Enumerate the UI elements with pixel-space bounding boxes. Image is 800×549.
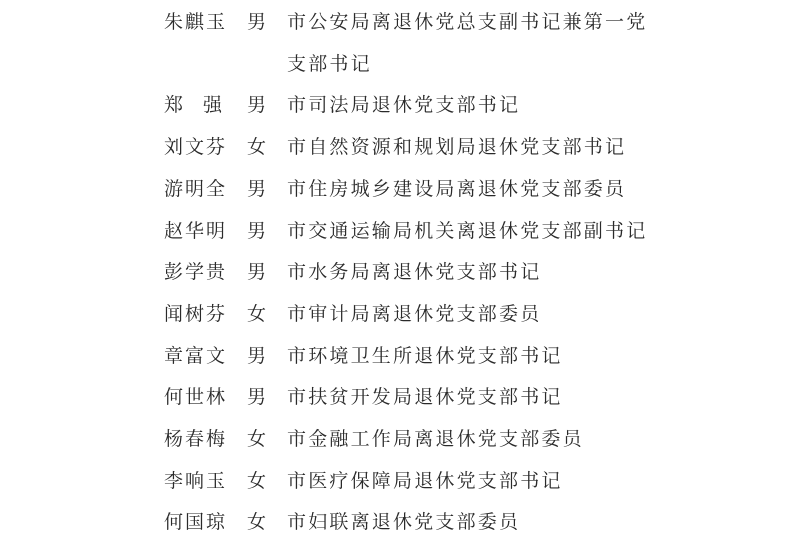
member-role: 市水务局离退休党支部书记	[287, 261, 542, 284]
member-row	[0, 132, 800, 162]
member-gender: 男	[247, 261, 267, 284]
member-name: 章富文	[164, 344, 228, 367]
member-role: 市妇联离退休党支部委员	[287, 511, 521, 534]
member-gender: 女	[247, 302, 267, 325]
member-name: 赵华明	[164, 219, 228, 242]
member-gender: 男	[247, 219, 267, 242]
member-row	[0, 174, 800, 204]
member-role: 市住房城乡建设局离退休党支部委员	[287, 177, 627, 200]
member-row	[0, 382, 800, 412]
member-role: 市自然资源和规划局退休党支部书记	[287, 136, 627, 159]
member-gender: 女	[247, 511, 267, 534]
member-name-char: 郑	[164, 94, 184, 117]
member-row	[0, 299, 800, 329]
member-row	[0, 257, 800, 287]
member-role: 市医疗保障局退休党支部书记	[287, 469, 563, 492]
member-gender: 男	[247, 344, 267, 367]
member-row	[0, 507, 800, 537]
member-row	[0, 90, 800, 120]
member-role: 市司法局退休党支部书记	[287, 94, 521, 117]
member-row	[0, 216, 800, 246]
member-role: 市交通运输局机关离退休党支部副书记	[287, 219, 648, 242]
member-gender: 男	[247, 11, 267, 33]
member-name: 何国琼	[164, 511, 228, 534]
member-name: 何世林	[164, 386, 228, 409]
member-role: 市金融工作局离退休党支部委员	[287, 428, 584, 450]
member-name	[164, 90, 222, 120]
member-role: 市环境卫生所退休党支部书记	[287, 344, 563, 367]
member-role-continuation: 支部书记	[287, 52, 372, 75]
member-gender: 女	[247, 136, 267, 159]
member-gender: 女	[247, 428, 267, 450]
member-row	[0, 424, 800, 454]
member-name: 李响玉	[164, 469, 228, 492]
member-name: 杨春梅	[164, 428, 228, 450]
member-gender: 男	[247, 94, 267, 117]
member-gender: 男	[247, 177, 267, 200]
member-row	[0, 341, 800, 371]
member-name: 闻树芬	[164, 302, 228, 325]
member-role: 市公安局离退休党总支副书记兼第一党	[287, 11, 648, 33]
member-name-char: 强	[202, 94, 222, 117]
member-name: 游明全	[164, 177, 228, 200]
member-gender: 女	[247, 469, 267, 492]
member-role: 市审计局离退休党支部委员	[287, 302, 542, 325]
member-role: 市扶贫开发局退休党支部书记	[287, 386, 563, 409]
member-row	[0, 7, 800, 37]
member-gender: 男	[247, 386, 267, 409]
member-row	[0, 466, 800, 496]
member-row-continuation	[0, 49, 800, 79]
member-name: 朱麒玉	[164, 11, 228, 33]
member-name: 彭学贵	[164, 261, 228, 284]
member-name: 刘文芬	[164, 136, 228, 159]
